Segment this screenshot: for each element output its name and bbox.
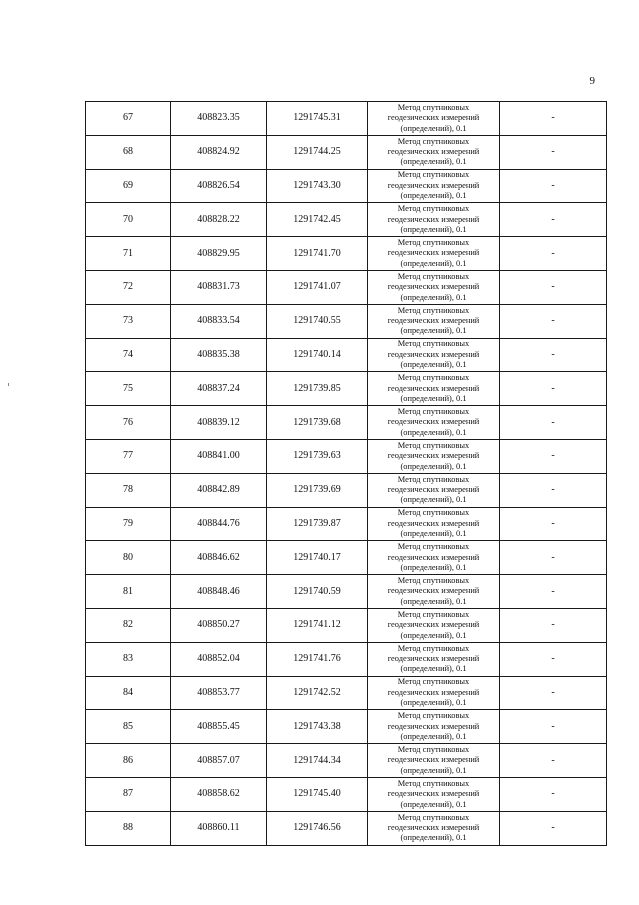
description-cell: - xyxy=(500,777,607,811)
point-number-cell: 77 xyxy=(86,439,171,473)
method-line-1: Метод спутниковых xyxy=(397,643,470,653)
method-cell xyxy=(368,473,500,507)
method-cell xyxy=(368,135,500,169)
point-number-cell: 84 xyxy=(86,676,171,710)
table-row xyxy=(86,237,607,271)
method-line-2: геодезических измерений xyxy=(387,180,480,190)
method-line-3: (определений), 0.1 xyxy=(400,596,467,606)
description-cell: - xyxy=(500,203,607,237)
method-line-2: геодезических измерений xyxy=(387,789,480,799)
x-coordinate-cell: 408852.04 xyxy=(171,642,267,676)
table-row xyxy=(86,811,607,845)
method-line-3: (определений), 0.1 xyxy=(400,799,467,809)
method-line-1: Метод спутниковых xyxy=(397,102,470,112)
method-line-1: Метод спутниковых xyxy=(397,744,470,754)
coordinates-table xyxy=(85,101,607,846)
method-line-2: геодезических измерений xyxy=(387,451,480,461)
y-coordinate-cell: 1291739.69 xyxy=(267,473,368,507)
y-coordinate-cell: 1291741.07 xyxy=(267,270,368,304)
x-coordinate-cell: 408824.92 xyxy=(171,135,267,169)
point-number-cell: 76 xyxy=(86,406,171,440)
description-cell: - xyxy=(500,676,607,710)
y-coordinate-cell: 1291745.40 xyxy=(267,777,368,811)
method-line-2: геодезических измерений xyxy=(387,484,480,494)
margin-mark xyxy=(8,383,9,386)
point-number-cell: 68 xyxy=(86,135,171,169)
y-coordinate-cell: 1291746.56 xyxy=(267,811,368,845)
x-coordinate-cell: 408837.24 xyxy=(171,372,267,406)
method-line-3: (определений), 0.1 xyxy=(400,495,467,505)
point-number-cell: 81 xyxy=(86,575,171,609)
method-cell xyxy=(368,406,500,440)
description-cell: - xyxy=(500,304,607,338)
method-cell xyxy=(368,169,500,203)
description-cell: - xyxy=(500,575,607,609)
y-coordinate-cell: 1291741.12 xyxy=(267,608,368,642)
method-line-1: Метод спутниковых xyxy=(397,204,470,214)
method-cell xyxy=(368,541,500,575)
description-cell: - xyxy=(500,473,607,507)
method-line-3: (определений), 0.1 xyxy=(400,529,467,539)
description-cell: - xyxy=(500,237,607,271)
y-coordinate-cell: 1291744.25 xyxy=(267,135,368,169)
page-number: 9 xyxy=(589,75,595,87)
point-number-cell: 75 xyxy=(86,372,171,406)
point-number-cell: 70 xyxy=(86,203,171,237)
y-coordinate-cell: 1291740.59 xyxy=(267,575,368,609)
method-line-1: Метод спутниковых xyxy=(397,711,470,721)
method-cell xyxy=(368,608,500,642)
method-line-2: геодезических измерений xyxy=(387,721,480,731)
x-coordinate-cell: 408835.38 xyxy=(171,338,267,372)
method-cell xyxy=(368,237,500,271)
description-cell: - xyxy=(500,744,607,778)
table-row xyxy=(86,169,607,203)
y-coordinate-cell: 1291739.87 xyxy=(267,507,368,541)
x-coordinate-cell: 408846.62 xyxy=(171,541,267,575)
method-line-1: Метод спутниковых xyxy=(397,575,470,585)
point-number-cell: 80 xyxy=(86,541,171,575)
description-cell: - xyxy=(500,338,607,372)
method-line-2: геодезических измерений xyxy=(387,417,480,427)
method-line-1: Метод спутниковых xyxy=(397,474,470,484)
point-number-cell: 85 xyxy=(86,710,171,744)
y-coordinate-cell: 1291742.52 xyxy=(267,676,368,710)
description-cell: - xyxy=(500,406,607,440)
y-coordinate-cell: 1291743.30 xyxy=(267,169,368,203)
point-number-cell: 69 xyxy=(86,169,171,203)
x-coordinate-cell: 408826.54 xyxy=(171,169,267,203)
description-cell: - xyxy=(500,642,607,676)
description-cell: - xyxy=(500,507,607,541)
method-line-2: геодезических измерений xyxy=(387,687,480,697)
description-cell: - xyxy=(500,439,607,473)
x-coordinate-cell: 408842.89 xyxy=(171,473,267,507)
method-line-2: геодезических измерений xyxy=(387,586,480,596)
y-coordinate-cell: 1291740.14 xyxy=(267,338,368,372)
method-line-1: Метод спутниковых xyxy=(397,406,470,416)
y-coordinate-cell: 1291741.70 xyxy=(267,237,368,271)
method-cell xyxy=(368,811,500,845)
x-coordinate-cell: 408858.62 xyxy=(171,777,267,811)
method-line-1: Метод спутниковых xyxy=(397,136,470,146)
table-row xyxy=(86,642,607,676)
method-line-2: геодезических измерений xyxy=(387,113,480,123)
method-line-2: геодезических измерений xyxy=(387,282,480,292)
x-coordinate-cell: 408857.07 xyxy=(171,744,267,778)
table-row xyxy=(86,102,607,136)
method-cell xyxy=(368,744,500,778)
method-line-1: Метод спутниковых xyxy=(397,508,470,518)
method-cell xyxy=(368,203,500,237)
x-coordinate-cell: 408823.35 xyxy=(171,102,267,136)
point-number-cell: 87 xyxy=(86,777,171,811)
method-line-1: Метод спутниковых xyxy=(397,170,470,180)
method-line-2: геодезических измерений xyxy=(387,383,480,393)
method-line-2: геодезических измерений xyxy=(387,620,480,630)
y-coordinate-cell: 1291742.45 xyxy=(267,203,368,237)
method-line-1: Метод спутниковых xyxy=(397,812,470,822)
method-line-1: Метод спутниковых xyxy=(397,305,470,315)
point-number-cell: 71 xyxy=(86,237,171,271)
method-line-1: Метод спутниковых xyxy=(397,440,470,450)
point-number-cell: 67 xyxy=(86,102,171,136)
method-cell xyxy=(368,304,500,338)
x-coordinate-cell: 408831.73 xyxy=(171,270,267,304)
method-line-3: (определений), 0.1 xyxy=(400,258,467,268)
method-line-2: геодезических измерений xyxy=(387,822,480,832)
table-row xyxy=(86,372,607,406)
method-line-1: Метод спутниковых xyxy=(397,339,470,349)
method-cell xyxy=(368,777,500,811)
coordinates-table-body xyxy=(86,102,607,846)
method-line-3: (определений), 0.1 xyxy=(400,731,467,741)
table-row xyxy=(86,338,607,372)
method-line-3: (определений), 0.1 xyxy=(400,664,467,674)
description-cell: - xyxy=(500,811,607,845)
method-line-3: (определений), 0.1 xyxy=(400,461,467,471)
method-line-2: геодезических измерений xyxy=(387,755,480,765)
x-coordinate-cell: 408855.45 xyxy=(171,710,267,744)
table-row xyxy=(86,473,607,507)
description-cell: - xyxy=(500,270,607,304)
method-line-1: Метод спутниковых xyxy=(397,373,470,383)
description-cell: - xyxy=(500,102,607,136)
y-coordinate-cell: 1291740.55 xyxy=(267,304,368,338)
method-line-3: (определений), 0.1 xyxy=(400,698,467,708)
table-row xyxy=(86,608,607,642)
x-coordinate-cell: 408829.95 xyxy=(171,237,267,271)
method-line-3: (определений), 0.1 xyxy=(400,833,467,843)
table-row xyxy=(86,575,607,609)
description-cell: - xyxy=(500,710,607,744)
x-coordinate-cell: 408839.12 xyxy=(171,406,267,440)
method-line-1: Метод спутниковых xyxy=(397,542,470,552)
table-row xyxy=(86,135,607,169)
x-coordinate-cell: 408833.54 xyxy=(171,304,267,338)
method-line-2: геодезических измерений xyxy=(387,214,480,224)
method-line-3: (определений), 0.1 xyxy=(400,157,467,167)
point-number-cell: 72 xyxy=(86,270,171,304)
point-number-cell: 73 xyxy=(86,304,171,338)
x-coordinate-cell: 408828.22 xyxy=(171,203,267,237)
y-coordinate-cell: 1291741.76 xyxy=(267,642,368,676)
description-cell: - xyxy=(500,608,607,642)
method-cell xyxy=(368,372,500,406)
method-line-3: (определений), 0.1 xyxy=(400,123,467,133)
x-coordinate-cell: 408844.76 xyxy=(171,507,267,541)
table-row xyxy=(86,541,607,575)
x-coordinate-cell: 408841.00 xyxy=(171,439,267,473)
table-row xyxy=(86,507,607,541)
method-cell xyxy=(368,102,500,136)
method-line-3: (определений), 0.1 xyxy=(400,224,467,234)
method-line-2: геодезических измерений xyxy=(387,552,480,562)
point-number-cell: 78 xyxy=(86,473,171,507)
y-coordinate-cell: 1291745.31 xyxy=(267,102,368,136)
method-line-2: геодезических измерений xyxy=(387,653,480,663)
description-cell: - xyxy=(500,169,607,203)
y-coordinate-cell: 1291743.38 xyxy=(267,710,368,744)
method-line-3: (определений), 0.1 xyxy=(400,292,467,302)
y-coordinate-cell: 1291744.34 xyxy=(267,744,368,778)
y-coordinate-cell: 1291739.63 xyxy=(267,439,368,473)
point-number-cell: 74 xyxy=(86,338,171,372)
method-line-2: геодезических измерений xyxy=(387,349,480,359)
table-row xyxy=(86,304,607,338)
method-cell xyxy=(368,507,500,541)
method-line-3: (определений), 0.1 xyxy=(400,562,467,572)
description-cell: - xyxy=(500,541,607,575)
method-cell xyxy=(368,710,500,744)
description-cell: - xyxy=(500,135,607,169)
table-row xyxy=(86,406,607,440)
method-line-2: геодезических измерений xyxy=(387,518,480,528)
y-coordinate-cell: 1291739.85 xyxy=(267,372,368,406)
y-coordinate-cell: 1291740.17 xyxy=(267,541,368,575)
table-row xyxy=(86,777,607,811)
method-cell xyxy=(368,439,500,473)
method-cell xyxy=(368,338,500,372)
point-number-cell: 86 xyxy=(86,744,171,778)
table-row xyxy=(86,744,607,778)
point-number-cell: 88 xyxy=(86,811,171,845)
method-cell xyxy=(368,575,500,609)
table-row xyxy=(86,270,607,304)
method-line-3: (определений), 0.1 xyxy=(400,360,467,370)
method-line-1: Метод спутниковых xyxy=(397,609,470,619)
point-number-cell: 83 xyxy=(86,642,171,676)
method-line-3: (определений), 0.1 xyxy=(400,326,467,336)
point-number-cell: 82 xyxy=(86,608,171,642)
method-line-3: (определений), 0.1 xyxy=(400,191,467,201)
table-row xyxy=(86,203,607,237)
method-cell xyxy=(368,642,500,676)
method-line-1: Метод спутниковых xyxy=(397,778,470,788)
method-line-3: (определений), 0.1 xyxy=(400,630,467,640)
table-row xyxy=(86,439,607,473)
method-line-1: Метод спутниковых xyxy=(397,271,470,281)
table-row xyxy=(86,710,607,744)
y-coordinate-cell: 1291739.68 xyxy=(267,406,368,440)
method-line-3: (определений), 0.1 xyxy=(400,765,467,775)
method-line-3: (определений), 0.1 xyxy=(400,393,467,403)
method-line-2: геодезических измерений xyxy=(387,146,480,156)
method-line-2: геодезических измерений xyxy=(387,315,480,325)
x-coordinate-cell: 408853.77 xyxy=(171,676,267,710)
x-coordinate-cell: 408848.46 xyxy=(171,575,267,609)
method-cell xyxy=(368,270,500,304)
point-number-cell: 79 xyxy=(86,507,171,541)
x-coordinate-cell: 408860.11 xyxy=(171,811,267,845)
x-coordinate-cell: 408850.27 xyxy=(171,608,267,642)
method-line-3: (определений), 0.1 xyxy=(400,427,467,437)
description-cell: - xyxy=(500,372,607,406)
method-line-2: геодезических измерений xyxy=(387,248,480,258)
method-line-1: Метод спутниковых xyxy=(397,677,470,687)
method-line-1: Метод спутниковых xyxy=(397,237,470,247)
method-cell xyxy=(368,676,500,710)
table-row xyxy=(86,676,607,710)
